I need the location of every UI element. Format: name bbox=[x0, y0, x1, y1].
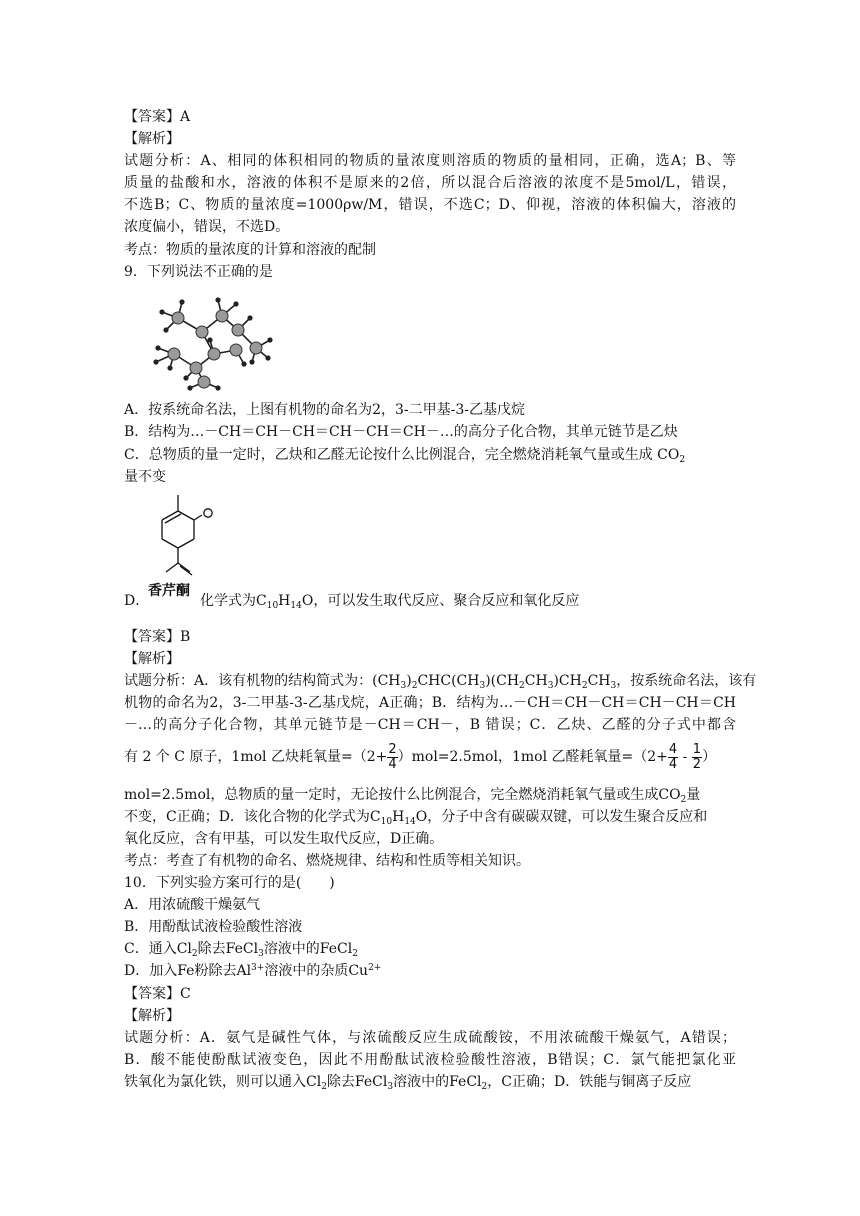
q10-option-d: D．加入Fe粉除去$Al^{3+}$溶液中的杂质$Cu^{2+}$ bbox=[124, 963, 382, 979]
q10-option-a: A．用浓硫酸干燥氨气 bbox=[124, 897, 261, 913]
q9-analysis-line-3: －…的高分子化合物，其单元链节是－CH＝CH－，B 错误；C．乙炔、乙醛的分子式中都含 bbox=[124, 717, 736, 733]
q8-analysis-label: 【解析】 bbox=[124, 131, 180, 147]
q9-analysis-line-1: 试题分析：A．该有机物的结构简式为：$(CH_3)_2CHC(CH_3)(CH_2CH_3)CH_2CH_3$，按系统命名法，该有 bbox=[124, 673, 757, 691]
fraction-1-over-2: $\frac{1}{2}$ bbox=[692, 741, 702, 772]
q9-analysis-line-7: 氧化反应，含有甲基，可以发生取代反应，D正确。 bbox=[124, 831, 444, 847]
q10-analysis-line-1: 试题分析：A．氨气是碱性气体，与浓硫酸反应生成硫酸铵，不用浓硫酸干燥氨气，A错误； bbox=[124, 1030, 736, 1046]
fraction-2-over-4: $\frac{2}{4}$ bbox=[388, 741, 397, 772]
q10-option-c: C．通入$Cl_2$除去FeCl$_3$溶液中的FeCl$_2$ bbox=[124, 941, 358, 959]
q10-analysis-line-2: B．酸不能使酚酞试液变色，因此不用酚酞试液检验酸性溶液，B错误；C．氯气能把氯化亚 bbox=[124, 1052, 736, 1068]
q8-point: 考点：物质的量浓度的计算和溶液的配制 bbox=[124, 242, 376, 258]
q9-analysis-line-4: 有 2 个 C 原子，1mol 乙炔耗氧量=（2+ $\frac{2}{4}$ ）mol=2.5mol，1mol 乙醛耗氧量=（2+ $\frac{4}{4}$ - $\frac{1}{2}$ ） bbox=[124, 741, 717, 772]
q8-analysis-line-1: 试题分析：A、相同的体积相同的物质的量浓度则溶质的物质的量相同，正确，选A；B、等 bbox=[124, 153, 736, 169]
q8-analysis-line-4: 浓度偏小，错误，不选D。 bbox=[124, 219, 290, 235]
q9-option-c-line-1: C．总物质的量一定时，乙炔和乙醛无论按什么比例混合，完全燃烧消耗氧气量或生成 $CO_2$ bbox=[124, 447, 686, 465]
q9-option-b: B．结构为…－CH＝CH－CH＝CH－CH＝CH－…的高分子化合物，其单元链节是乙炔 bbox=[124, 424, 678, 440]
q10-option-b: B．用酚酞试液检验酸性溶液 bbox=[124, 919, 303, 935]
q9-analysis-line-5: mol=2.5mol，总物质的量一定时，无论按什么比例混合，完全燃烧消耗氧气量或生成$CO_2$量 bbox=[124, 787, 701, 805]
q9-option-d-text: 化学式为$C_{10}H_{14}O$，可以发生取代反应、聚合反应和氧化反应 bbox=[200, 593, 580, 611]
fraction-4-over-4: $\frac{4}{4}$ bbox=[668, 741, 678, 772]
q9-stem: 9．下列说法不正确的是 bbox=[124, 264, 273, 280]
q8-analysis-line-2: 质量的盐酸和水，溶液的体积不是原来的2倍，所以混合后溶液的浓度不是5mol/L，错误， bbox=[124, 175, 736, 191]
q9-analysis-line-2: 机物的命名为2，3-二甲基-3-乙基戊烷，A正确；B．结构为…－CH＝CH－CH＝CH－CH＝CH bbox=[124, 695, 736, 711]
q8-answer: 【答案】A bbox=[124, 109, 191, 125]
q10-analysis-label: 【解析】 bbox=[124, 1008, 180, 1024]
molecule-ball-stick-figure bbox=[126, 292, 276, 392]
q8-analysis-line-3: 不选B；C、物质的量浓度=1000ρw/M，错误，不选C；D、仰视，溶液的体积偏大，溶液的 bbox=[124, 197, 736, 213]
q9-answer: 【答案】B bbox=[124, 629, 191, 645]
q9-option-c-line-2: 量不变 bbox=[124, 469, 166, 485]
q10-stem: 10．下列实验方案可行的是( ) bbox=[124, 875, 335, 891]
q9-point: 考点：考查了有机物的命名、燃烧规律、结构和性质等相关知识。 bbox=[124, 853, 530, 869]
q9-analysis-line-6: 不变，C正确；D．该化合物的化学式为$C_{10}H_{14}O$，分子中含有碳碳双键，可以发生聚合反应和 bbox=[124, 809, 708, 827]
carvone-label: 香芹酮 bbox=[148, 583, 190, 599]
carvone-structure-figure bbox=[150, 493, 220, 581]
q9-option-d-prefix: D． bbox=[124, 593, 150, 609]
q9-analysis-label: 【解析】 bbox=[124, 651, 180, 667]
q10-answer: 【答案】C bbox=[124, 986, 191, 1002]
q9-option-a: A．按系统命名法，上图有机物的命名为2，3-二甲基-3-乙基戊烷 bbox=[124, 402, 526, 418]
q10-analysis-line-3: 铁氧化为氯化铁，则可以通入$Cl_2$除去FeCl$_3$溶液中的FeCl$_2$，C正确；D．铁能与铜离子反应 bbox=[124, 1074, 692, 1092]
